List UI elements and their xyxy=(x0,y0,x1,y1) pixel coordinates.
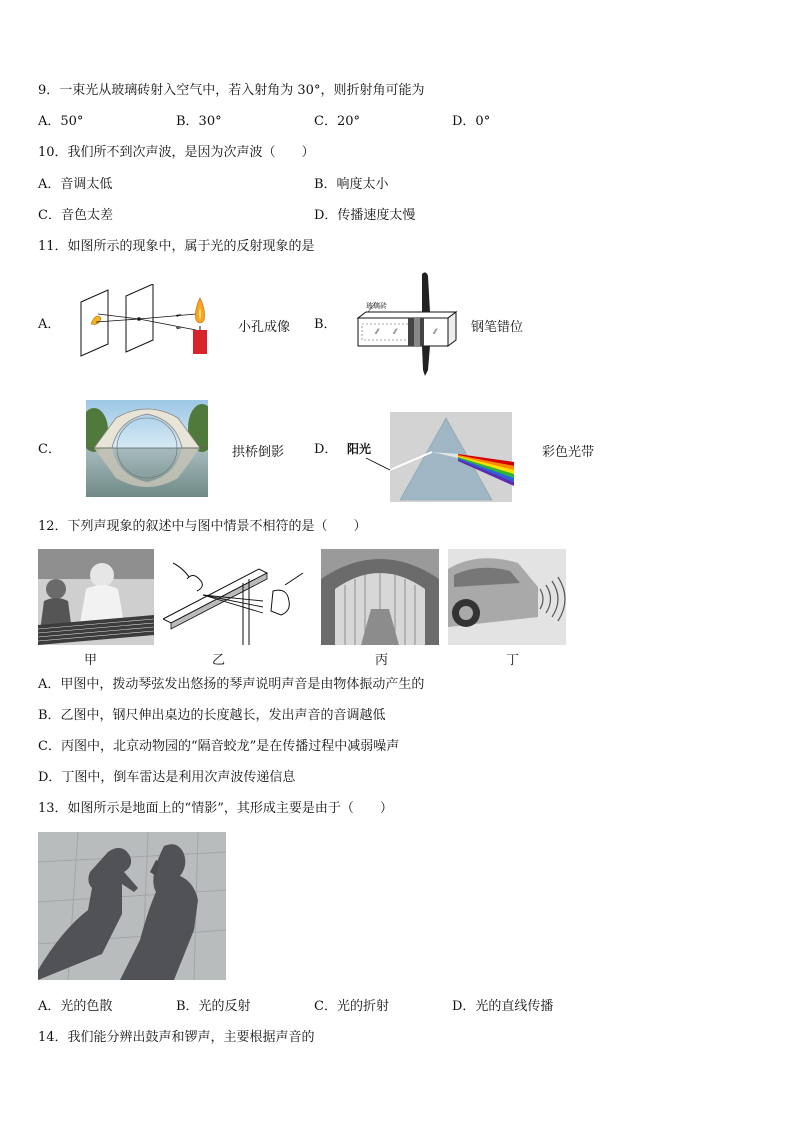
sunlight-label: 阳光 xyxy=(347,442,372,456)
q13-stem: 13．如图所示是地面上的“情影”，其形成主要是由于（ ） xyxy=(38,801,393,816)
q13-option-c[interactable]: C．光的折射 xyxy=(314,999,389,1014)
q11-stem: 11．如图所示的现象中，属于光的反射现象的是 xyxy=(38,239,315,254)
glass-block-label: 玻璃砖 xyxy=(366,302,387,310)
q11-option-b-caption: 钢笔错位 xyxy=(471,320,524,335)
ruler-vibration-sketch xyxy=(163,549,308,645)
q13-option-b[interactable]: B．光的反射 xyxy=(176,999,251,1014)
q10-stem: 10．我们所不到次声波，是因为次声波（ ） xyxy=(38,145,315,160)
q14-stem: 14．我们能分辨出鼓声和锣声，主要根据声音的 xyxy=(38,1030,315,1045)
q11-option-a-letter[interactable]: A． xyxy=(38,317,61,332)
q9-option-a[interactable]: A．50° xyxy=(38,114,84,129)
q11-option-c-caption: 拱桥倒影 xyxy=(232,445,285,460)
q12-stem: 12．下列声现象的叙述中与图中情景不相符的是（ ） xyxy=(38,519,367,534)
q10-option-a[interactable]: A．音调太低 xyxy=(38,177,113,192)
fig-label-bing: 丙 xyxy=(375,653,389,668)
arch-bridge-reflection-photo xyxy=(86,400,208,497)
zither-playing-photo xyxy=(38,549,154,645)
q13-option-d[interactable]: D．光的直线传播 xyxy=(452,999,554,1014)
q12-option-c[interactable]: C．丙图中，北京动物园的“隔音蛟龙”是在传播过程中减弱噪声 xyxy=(38,739,400,754)
pen-glass-block-figure xyxy=(352,270,462,378)
q9-stem: 9．一束光从玻璃砖射入空气中，若入射角为 30°，则折射角可能为 xyxy=(38,83,425,98)
pinhole-camera-figure xyxy=(76,284,226,364)
q10-option-b[interactable]: B．响度太小 xyxy=(314,177,389,192)
q11-option-c-letter[interactable]: C． xyxy=(38,442,61,457)
shadow-photo xyxy=(38,832,226,980)
q11-option-d-caption: 彩色光带 xyxy=(542,445,595,460)
svg-text:⁄⁄: ⁄⁄ xyxy=(376,328,379,336)
q11-option-a-caption: 小孔成像 xyxy=(238,320,291,335)
svg-text:⁄⁄: ⁄⁄ xyxy=(434,328,437,336)
fig-label-yi: 乙 xyxy=(212,653,226,668)
q9-option-b[interactable]: B．30° xyxy=(176,114,222,129)
svg-text:⁄⁄: ⁄⁄ xyxy=(394,328,397,336)
q9-option-c[interactable]: C．20° xyxy=(314,114,360,129)
car-parking-radar-photo xyxy=(448,549,566,645)
q10-option-c[interactable]: C．音色太差 xyxy=(38,208,113,223)
fig-label-jia: 甲 xyxy=(84,653,98,668)
q12-option-d[interactable]: D．丁图中，倒车雷达是利用次声波传递信息 xyxy=(38,770,296,785)
q11-option-b-letter[interactable]: B． xyxy=(314,317,337,332)
sound-barrier-tunnel-photo xyxy=(321,549,439,645)
prism-dispersion-figure xyxy=(346,410,516,504)
q12-option-b[interactable]: B．乙图中，钢尺伸出桌边的长度越长，发出声音的音调越低 xyxy=(38,708,386,723)
q10-option-d[interactable]: D．传播速度太慢 xyxy=(314,208,416,223)
q9-option-d[interactable]: D．0° xyxy=(452,114,491,129)
fig-label-ding: 丁 xyxy=(506,653,520,668)
q12-option-a[interactable]: A．甲图中，拨动琴弦发出悠扬的琴声说明声音是由物体振动产生的 xyxy=(38,677,425,692)
q11-option-d-letter[interactable]: D． xyxy=(314,442,338,457)
q13-option-a[interactable]: A．光的色散 xyxy=(38,999,113,1014)
